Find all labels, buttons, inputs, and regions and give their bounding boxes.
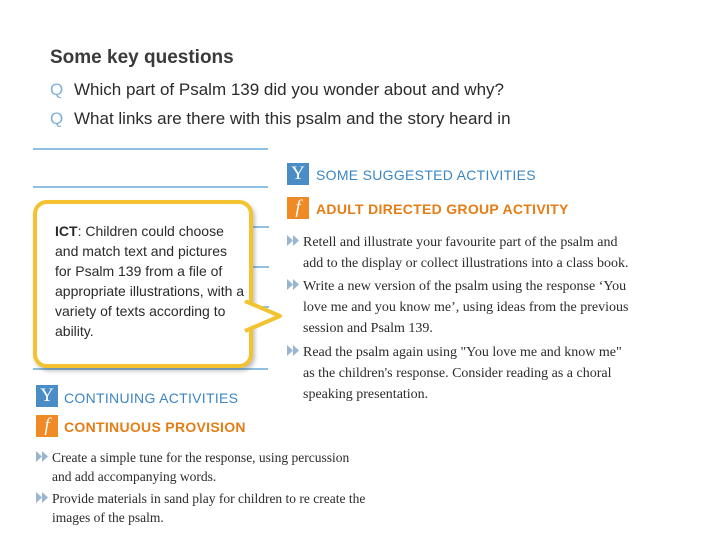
ict-callout-text bbox=[55, 221, 245, 341]
provision-bullet-1 bbox=[36, 448, 416, 486]
q-marker: Q bbox=[50, 109, 64, 128]
activity-bullet-2-line-2: love me and you know me’, using ideas from the previous bbox=[303, 300, 629, 315]
activity-bullet-1-line-2: add to the display or collect illustrations into a class book. bbox=[303, 256, 629, 271]
provision-bullet-1-line-2: and add accompanying words. bbox=[52, 469, 217, 484]
adult-directed-heading: ADULT DIRECTED GROUP ACTIVITY bbox=[316, 201, 569, 217]
ict-label: ICT bbox=[55, 223, 78, 239]
question-2-text: What links are there with this psalm and the story heard in bbox=[74, 109, 511, 128]
continuing-activities-heading: CONTINUING ACTIVITIES bbox=[64, 390, 239, 406]
suggested-activities-heading: SOME SUGGESTED ACTIVITIES bbox=[316, 167, 536, 183]
suggested-activities-icon: Y bbox=[287, 163, 309, 185]
key-questions-title: Some key questions bbox=[50, 47, 234, 68]
activity-bullet-2-line-3: session and Psalm 139. bbox=[303, 321, 433, 336]
activity-bullet-2-line-1: Write a new version of the psalm using the response ‘You bbox=[303, 279, 627, 294]
divider-rule bbox=[33, 186, 268, 188]
callout-pointer bbox=[244, 300, 284, 340]
provision-bullet-2-line-1: Provide materials in sand play for children to re create the bbox=[52, 491, 366, 506]
bullet-arrow-icon bbox=[287, 279, 300, 290]
q-marker: Q bbox=[50, 80, 64, 99]
bullet-arrow-icon bbox=[36, 451, 49, 462]
question-2 bbox=[50, 109, 511, 129]
provision-bullet-2 bbox=[36, 489, 416, 527]
activity-bullet-3 bbox=[287, 342, 707, 405]
divider-rule bbox=[33, 368, 268, 370]
activity-bullet-3-line-1: Read the psalm again using "You love me and know me" bbox=[303, 345, 622, 360]
activity-bullet-3-line-3: speaking presentation. bbox=[303, 387, 429, 402]
activity-bullet-3-line-2: as the children's response. Consider reading as a choral bbox=[303, 366, 612, 381]
question-1-text: Which part of Psalm 139 did you wonder about and why? bbox=[74, 80, 504, 99]
question-1 bbox=[50, 80, 504, 100]
activity-bullet-1-line-1: Retell and illustrate your favourite part of the psalm and bbox=[303, 235, 618, 250]
divider-rule bbox=[33, 148, 268, 150]
activity-bullet-1 bbox=[287, 232, 707, 274]
bullet-arrow-icon bbox=[287, 235, 300, 246]
activity-bullet-2 bbox=[287, 276, 707, 339]
ict-description: : Children could choose and match text and pictures for Psalm 139 from a file of appropriate illustrations, with a variety of texts according to ability. bbox=[55, 223, 245, 339]
provision-bullet-2-line-2: images of the psalm. bbox=[52, 510, 164, 525]
continuous-provision-icon: f bbox=[36, 415, 58, 437]
continuous-provision-heading: CONTINUOUS PROVISION bbox=[64, 419, 246, 435]
bullet-arrow-icon bbox=[287, 345, 300, 356]
provision-bullet-1-line-1: Create a simple tune for the response, using percussion bbox=[52, 450, 350, 465]
adult-directed-icon: f bbox=[287, 197, 309, 219]
continuing-activities-icon: Y bbox=[36, 385, 58, 407]
bullet-arrow-icon bbox=[36, 492, 49, 503]
